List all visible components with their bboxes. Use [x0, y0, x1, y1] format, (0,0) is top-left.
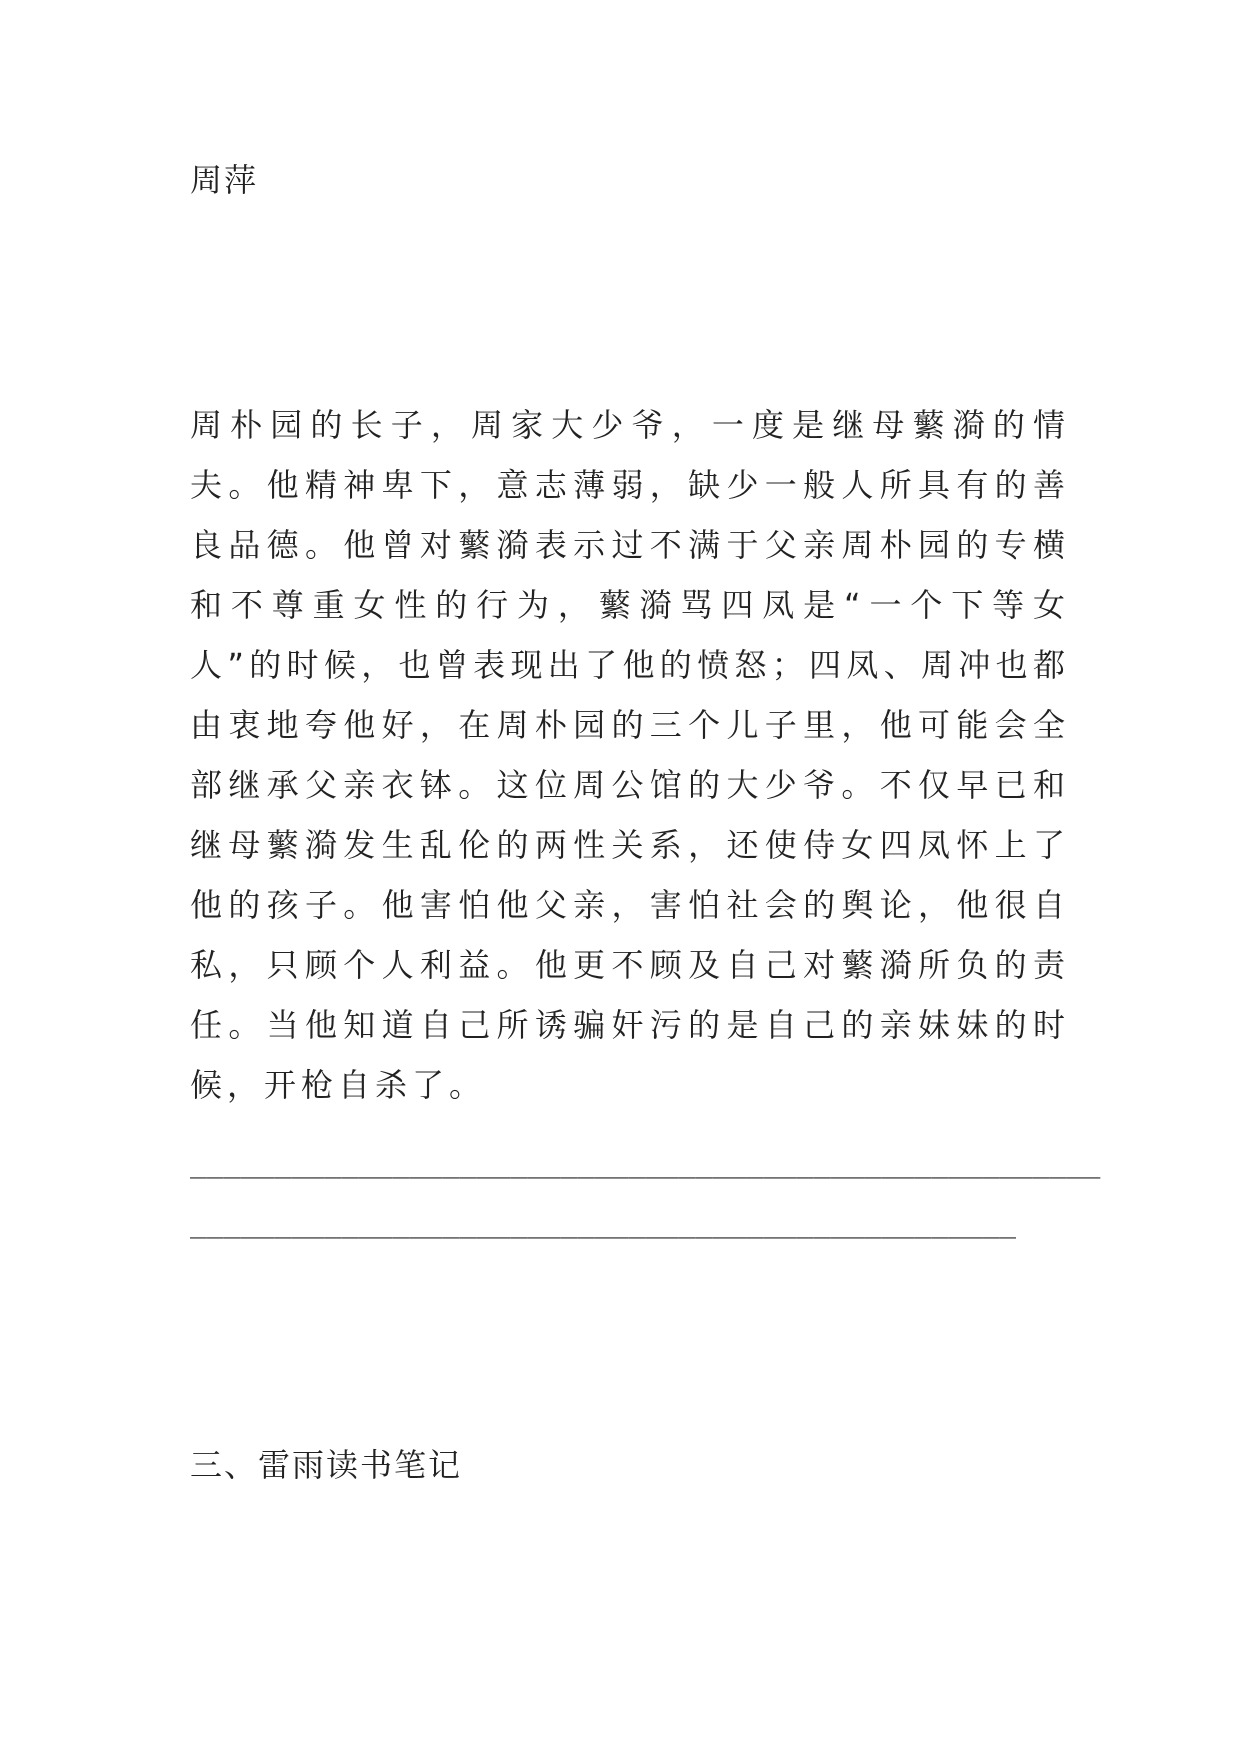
fill-in-blank-line-1: ______________________________________________________ [190, 1146, 1101, 1179]
fill-in-blank-line-2: _________________________________________________ [190, 1206, 1017, 1239]
character-name-heading: 周萍 [190, 161, 259, 199]
section-heading: 三、雷雨读书笔记 [190, 1446, 463, 1484]
character-description-paragraph: 周朴园的长子，周家大少爷，一度是继母蘩漪的情夫。他精神卑下，意志薄弱，缺少一般人所具有的善良品德。他曾对蘩漪表示过不满于父亲周朴园的专横和不尊重女性的行为，蘩漪骂四凤是“一个下等女人”的时候，也曾表现出了他的愤怒；四凤、周冲也都由衷地夸他好，在周朴园的三个儿子里，他可能会全部继承父亲衣钵。这位周公馆的大少爷。不仅早已和继母蘩漪发生乱伦的两性关系，还使侍女四凤怀上了他的孩子。他害怕他父亲，害怕社会的舆论，他很自私，只顾个人利益。他更不顾及自己对蘩漪所负的责任。当他知道自己所诱骗奸污的是自己的亲妹妹的时候，开枪自杀了。 [190, 406, 1070, 1104]
